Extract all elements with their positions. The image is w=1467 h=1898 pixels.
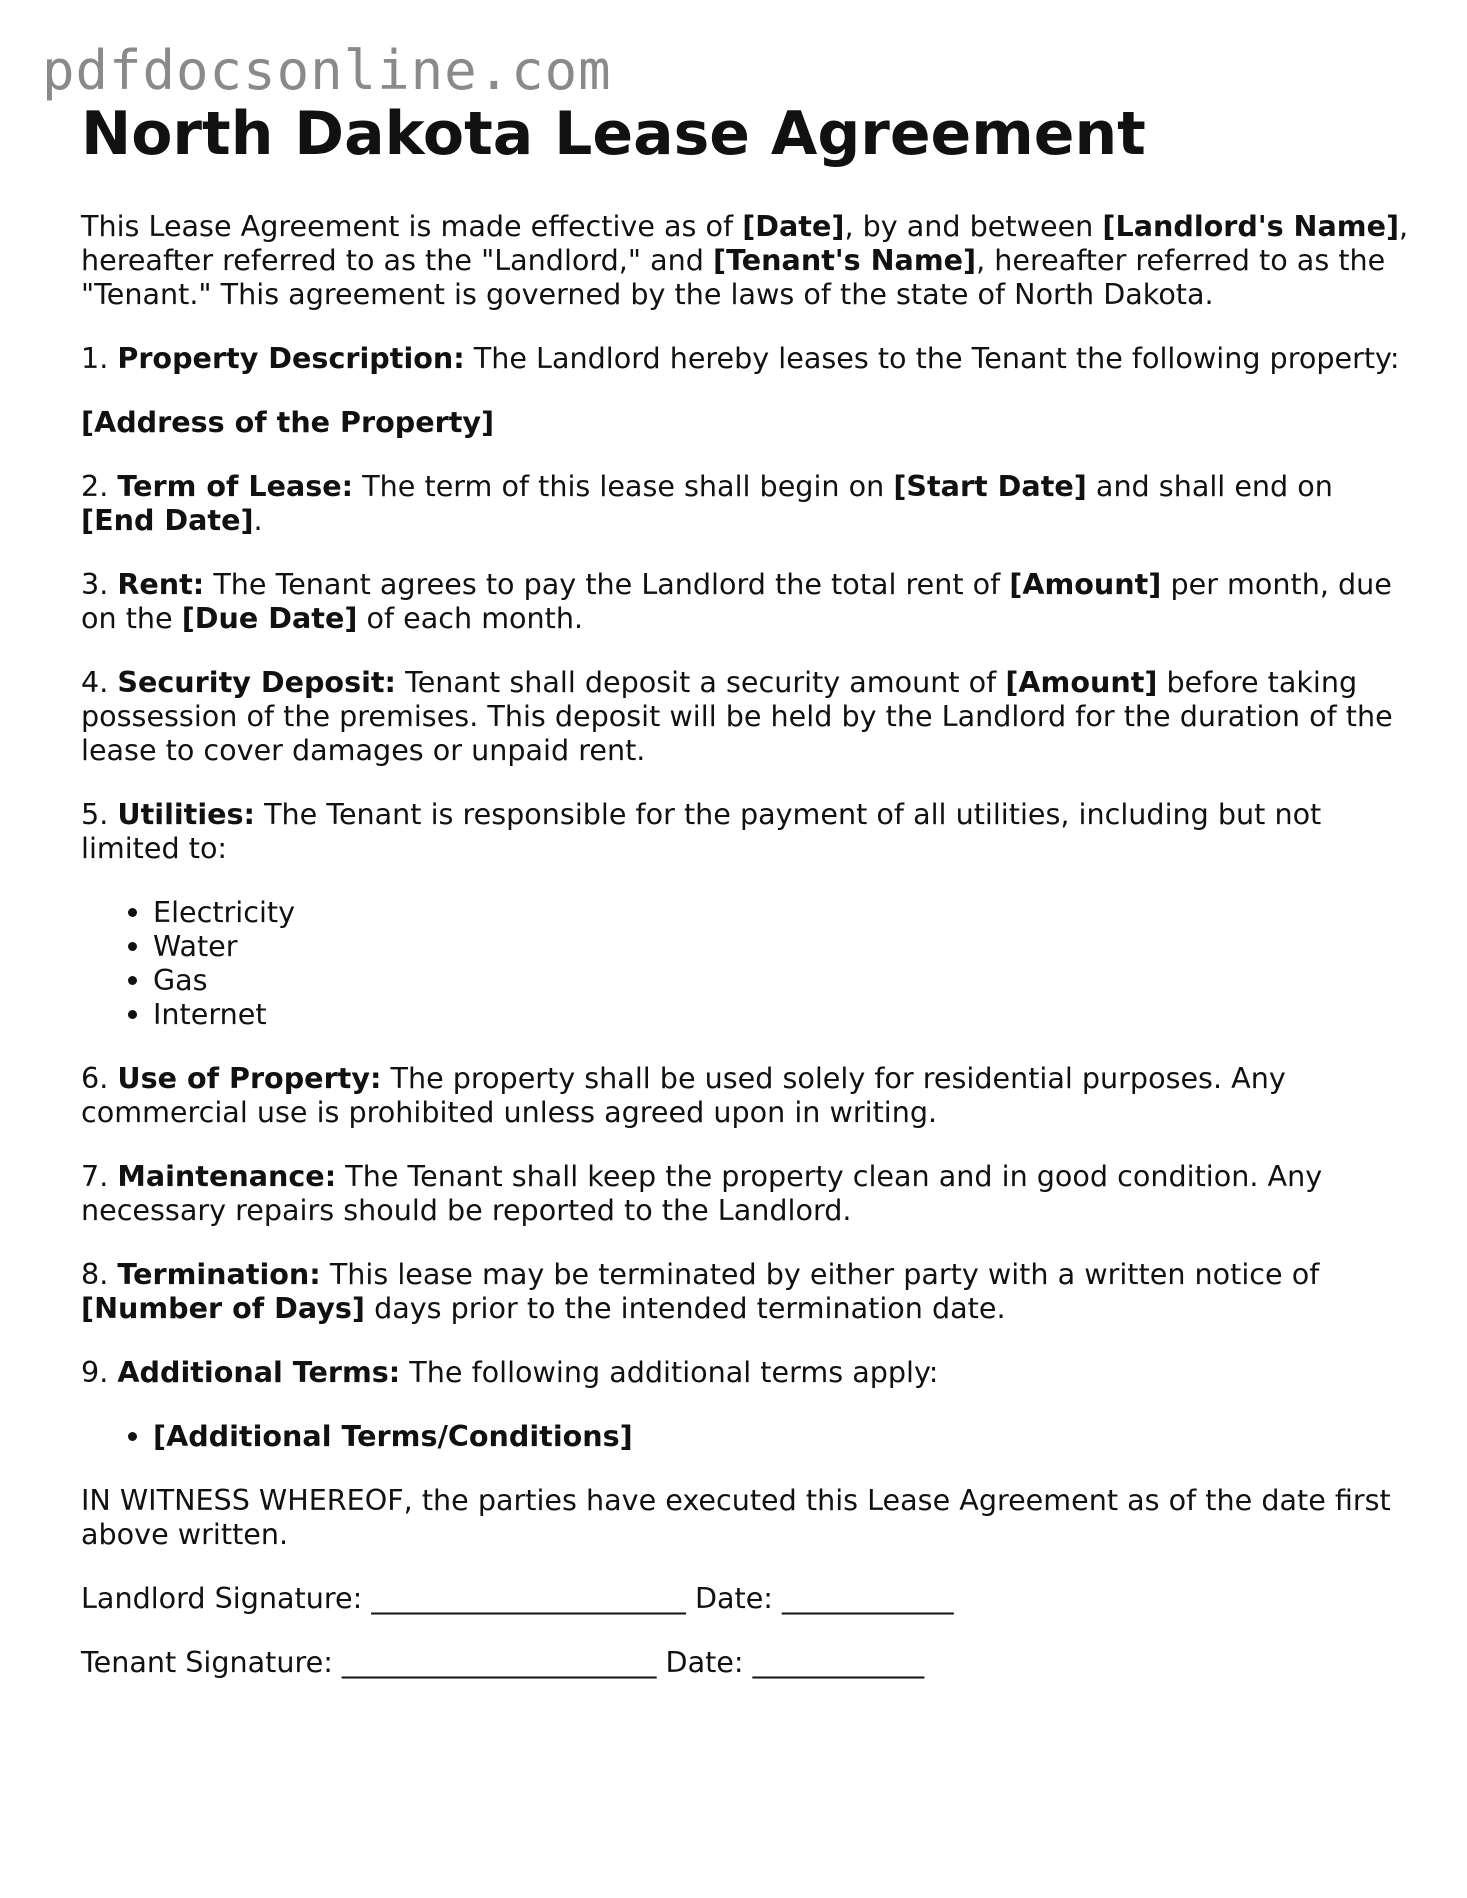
additional-terms-placeholder: [Additional Terms/Conditions] <box>153 1419 633 1453</box>
intro-paragraph: This Lease Agreement is made effective as of [Date], by and between [Landlord's Name], hereafter referred to as the "Landlord," and [Tenant's Name], hereafter referred to as the "Tenant." This agreement is governed by the laws of the state of North Dakota. <box>81 209 1409 311</box>
section-heading: Additional Terms: <box>117 1355 401 1389</box>
section-heading: Termination: <box>117 1257 321 1291</box>
document-title: North Dakota Lease Agreement <box>81 99 1146 169</box>
list-item <box>153 1419 1411 1453</box>
property-address <box>81 405 1411 439</box>
rent-amount-placeholder: [Amount] <box>1009 567 1162 601</box>
end-date-placeholder: [End Date] <box>81 503 254 537</box>
section-heading: Utilities: <box>117 797 255 831</box>
address-placeholder: [Address of the Property] <box>81 405 495 439</box>
section-termination: 8. Termination: This lease may be terminated by either party with a written notice of [Number of Days] days prior to the intended termination date. <box>81 1257 1320 1325</box>
section-use-of-property: 6. Use of Property: The property shall be used solely for residential purposes. Any commercial use is prohibited unless agreed upon in writing. <box>81 1061 1286 1129</box>
section-utilities: 5. Utilities: The Tenant is responsible for the payment of all utilities, including but not limited to: <box>81 797 1322 865</box>
section-heading: Maintenance: <box>117 1159 337 1193</box>
witness-paragraph: IN WITNESS WHEREOF, the parties have executed this Lease Agreement as of the date first above written. <box>81 1483 1391 1551</box>
list-item: • Electricity <box>153 895 1411 929</box>
watermark: pdfdocsonline.com <box>42 39 612 102</box>
landlord-name-placeholder: [Landlord's Name] <box>1102 209 1400 243</box>
list-item: • Gas <box>153 963 1411 997</box>
landlord-signature-line: Landlord Signature: ______________________ Date: ____________ <box>81 1581 954 1615</box>
due-date-placeholder: [Due Date] <box>181 601 358 635</box>
list-item: • Water <box>153 929 1411 963</box>
section-security-deposit: 4. Security Deposit: Tenant shall deposit a security amount of [Amount] before taking possession of the premises. This deposit will be held by the Landlord for the duration of the lease to cover damages or unpaid rent. <box>81 665 1393 767</box>
notice-days-placeholder: [Number of Days] <box>81 1291 365 1325</box>
section-heading: Property Description: <box>117 341 465 375</box>
deposit-amount-placeholder: [Amount] <box>1005 665 1158 699</box>
section-heading: Term of Lease: <box>117 469 354 503</box>
document-body <box>81 209 1411 1709</box>
effective-date-placeholder: [Date] <box>742 209 845 243</box>
section-term-of-lease: 2. Term of Lease: The term of this lease shall begin on [Start Date] and shall end on [End Date]. <box>81 469 1333 537</box>
section-maintenance: 7. Maintenance: The Tenant shall keep the property clean and in good condition. Any necessary repairs should be reported to the Landlord. <box>81 1159 1323 1227</box>
section-rent: 3. Rent: The Tenant agrees to pay the Landlord the total rent of [Amount] per month, due on the [Due Date] of each month. <box>81 567 1392 635</box>
tenant-signature-line: Tenant Signature: ______________________ Date: ____________ <box>81 1645 925 1679</box>
section-heading: Security Deposit: <box>117 665 396 699</box>
start-date-placeholder: [Start Date] <box>893 469 1087 503</box>
additional-terms-list <box>81 1419 1411 1453</box>
section-heading: Use of Property: <box>117 1061 382 1095</box>
utilities-list <box>81 895 1411 1031</box>
section-heading: Rent: <box>117 567 205 601</box>
section-property-description: 1. Property Description: The Landlord hereby leases to the Tenant the following property: <box>81 341 1400 375</box>
list-item: • Internet <box>153 997 1411 1031</box>
section-additional-terms: 9. Additional Terms: The following additional terms apply: <box>81 1355 939 1389</box>
tenant-name-placeholder: [Tenant's Name] <box>713 243 977 277</box>
